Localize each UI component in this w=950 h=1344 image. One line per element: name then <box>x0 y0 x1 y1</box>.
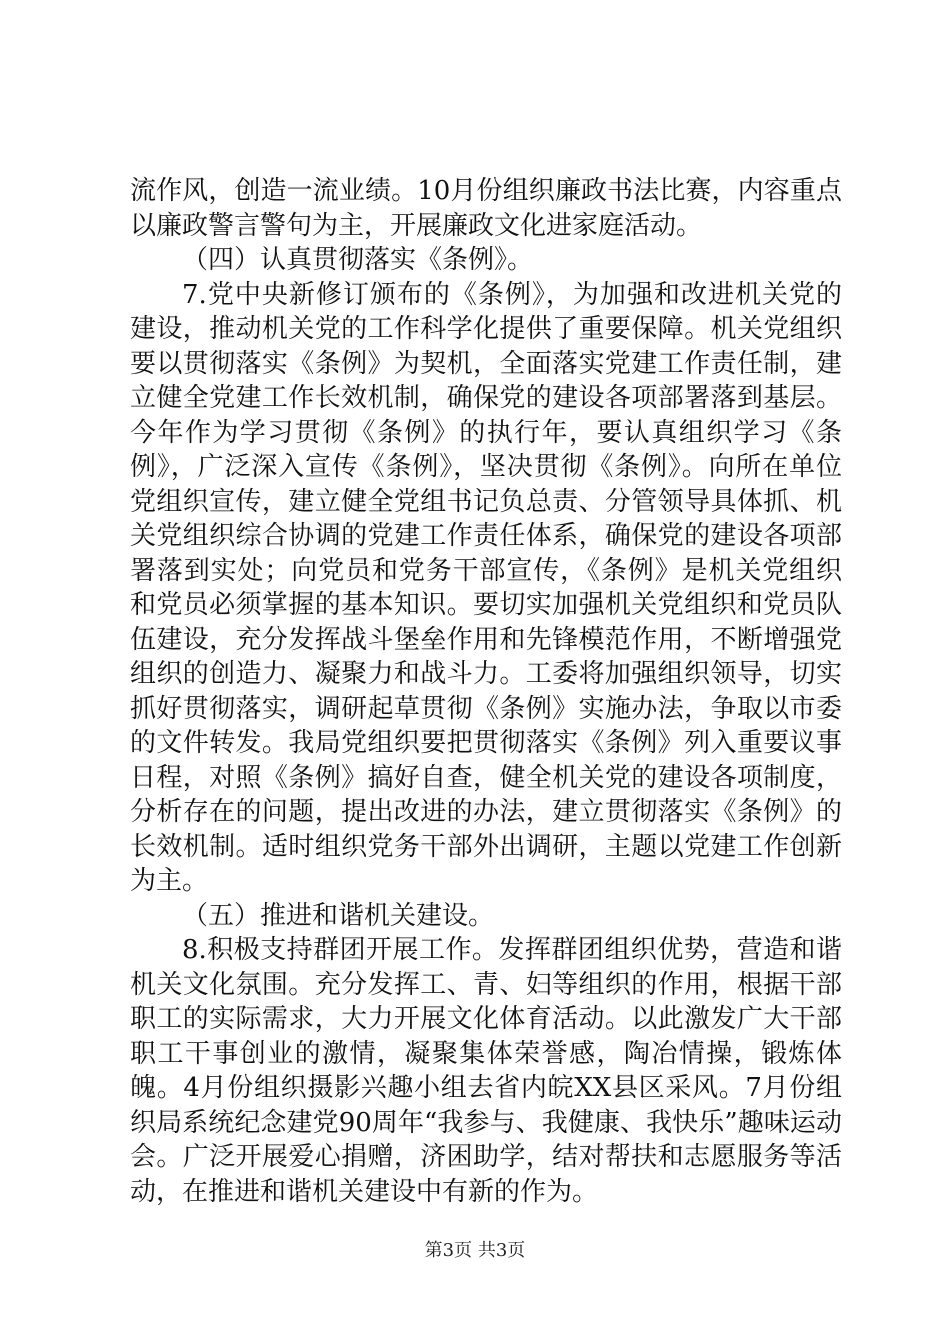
section-heading-5: （五）推进和谐机关建设。 <box>182 900 495 931</box>
paragraph-continuation: 流作风，创造一流业绩。10月份组织廉政书法比赛，内容重点以廉政警言警句为主，开展廉政文化进家庭活动。 <box>130 176 842 241</box>
document-body <box>130 174 842 1209</box>
section-heading-4: （四）认真贯彻落实《条例》。 <box>182 245 534 275</box>
page-footer: 第3页 共3页 <box>424 1240 526 1261</box>
paragraph-item-8: 8.积极支持群团开展工作。发挥群团组织优势，营造和谐机关文化氛围。充分发挥工、青、妇等组织的作用，根据干部职工的实际需求，大力开展文化体育活动。以此激发广大干部职工干事创业的激情，凝聚集体荣誉感，陶冶情操，锻炼体魄。4月份组织摄影兴趣小组去省内皖XX县区采风。7月份组织局系统纪念建党90周年“我参与、我健康、我快乐”趣味运动会。广泛开展爱心捐赠，济困助学，结对帮扶和志愿服务等活动，在推进和谐机关建设中有新的作为。 <box>130 935 842 1207</box>
paragraph-item-7: 7.党中央新修订颁布的《条例》，为加强和改进机关党的建设，推动机关党的工作科学化提供了重要保障。机关党组织要以贯彻落实《条例》为契机，全面落实党建工作责任制，建立健全党建工作长效机制，确保党的建设各项部署落到基层。今年作为学习贯彻《条例》的执行年，要认真组织学习《条例》，广泛深入宣传《条例》，坚决贯彻《条例》。向所在单位党组织宣传，建立健全党组书记负总责、分管领导具体抓、机关党组织综合协调的党建工作责任体系，确保党的建设各项部署落到实处；向党员和党务干部宣传，《条例》是机关党组织和党员必须掌握的基本知识。要切实加强机关党组织和党员队伍建设，充分发挥战斗堡垒作用和先锋模范作用，不断增强党组织的创造力、凝聚力和战斗力。工委将加强组织领导，切实抓好贯彻落实，调研起草贯彻《条例》实施办法，争取以市委的文件转发。我局党组织要把贯彻落实《条例》列入重要议事日程，对照《条例》搞好自查，健全机关党的建设各项制度，分析存在的问题，提出改进的办法，建立贯彻落实《条例》的长效机制。适时组织党务干部外出调研，主题以党建工作创新为主。 <box>130 279 842 896</box>
